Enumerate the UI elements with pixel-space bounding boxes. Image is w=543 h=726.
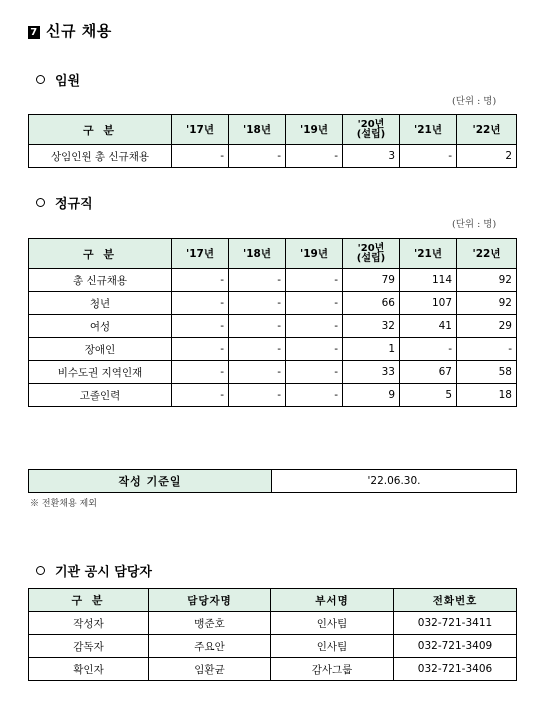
cell: - [286, 338, 343, 361]
cell: - [172, 384, 229, 407]
cell: 114 [400, 269, 457, 292]
header-19: '19년 [286, 115, 343, 145]
regular-title: 정규직 [55, 197, 93, 212]
table-row [29, 612, 517, 635]
header-19: '19년 [286, 239, 343, 269]
cell: - [400, 338, 457, 361]
header-21: '21년 [400, 239, 457, 269]
cell: - [286, 145, 343, 168]
cell: - [229, 292, 286, 315]
basis-note: ※ 전환채용 제외 [30, 499, 97, 509]
header-20-note: (설립) [356, 128, 386, 140]
cell: 3 [343, 145, 400, 168]
cell: - [229, 338, 286, 361]
cell: 9 [343, 384, 400, 407]
cell: - [172, 145, 229, 168]
header-20-year: '20년 [357, 118, 385, 130]
cell: - [172, 292, 229, 315]
cell: 58 [457, 361, 517, 384]
cell: - [286, 269, 343, 292]
contacts-table [28, 588, 517, 681]
table-row [29, 338, 517, 361]
row-label: 청년 [29, 292, 172, 315]
cell: - [172, 338, 229, 361]
department-cell: 감사그룹 [271, 658, 394, 681]
phone-cell: 032-721-3406 [394, 658, 517, 681]
cell: - [286, 315, 343, 338]
name-cell: 주요안 [149, 635, 271, 658]
header-18: '18년 [229, 115, 286, 145]
bullet-circle-icon [36, 198, 45, 207]
header-category: 구 분 [29, 115, 172, 145]
cell: 29 [457, 315, 517, 338]
cell: - [457, 338, 517, 361]
table-row [29, 269, 517, 292]
row-label: 고졸인력 [29, 384, 172, 407]
contacts-table-body [29, 612, 517, 681]
section-number-badge: 7 [28, 26, 40, 39]
executives-header-row [29, 115, 517, 145]
executives-title: 임원 [55, 74, 81, 89]
contacts-heading [36, 561, 152, 580]
cell: - [229, 315, 286, 338]
basis-date-table [28, 469, 517, 493]
contacts-header-row [29, 589, 517, 612]
executives-heading [36, 70, 80, 89]
cell: - [229, 269, 286, 292]
cell: 33 [343, 361, 400, 384]
cell: 66 [343, 292, 400, 315]
basis-date-label: 작성 기준일 [29, 470, 272, 493]
cell: 107 [400, 292, 457, 315]
table-row [29, 658, 517, 681]
cell: - [229, 361, 286, 384]
role-cell: 확인자 [29, 658, 149, 681]
header-18: '18년 [229, 239, 286, 269]
header-20 [343, 115, 400, 145]
header-category: 구 분 [29, 589, 149, 612]
executives-unit: (단위 : 명) [452, 96, 497, 107]
header-20-year: '20년 [357, 242, 385, 254]
role-cell: 작성자 [29, 612, 149, 635]
phone-cell: 032-721-3411 [394, 612, 517, 635]
cell: 41 [400, 315, 457, 338]
cell: - [172, 269, 229, 292]
header-17: '17년 [172, 115, 229, 145]
header-20-note: (설립) [356, 252, 386, 264]
cell: 5 [400, 384, 457, 407]
header-22: '22년 [457, 239, 517, 269]
regular-header-row [29, 239, 517, 269]
bullet-circle-icon [36, 75, 45, 84]
regular-table [28, 238, 517, 407]
section-heading [28, 20, 112, 41]
contacts-title: 기관 공시 담당자 [55, 565, 152, 580]
cell: - [286, 384, 343, 407]
regular-table-body [29, 269, 517, 407]
cell: - [400, 145, 457, 168]
cell: 1 [343, 338, 400, 361]
cell: - [229, 145, 286, 168]
header-name: 담당자명 [149, 589, 271, 612]
table-row [29, 384, 517, 407]
cell: - [172, 361, 229, 384]
name-cell: 맹준호 [149, 612, 271, 635]
bullet-circle-icon [36, 566, 45, 575]
table-row [29, 292, 517, 315]
row-label: 장애인 [29, 338, 172, 361]
section-title: 신규 채용 [46, 22, 112, 40]
row-label: 상임인원 총 신규채용 [29, 145, 172, 168]
cell: - [286, 292, 343, 315]
cell: 32 [343, 315, 400, 338]
cell: 79 [343, 269, 400, 292]
cell: - [286, 361, 343, 384]
cell: - [172, 315, 229, 338]
cell: 92 [457, 292, 517, 315]
header-category: 구 분 [29, 239, 172, 269]
cell: 2 [457, 145, 517, 168]
header-22: '22년 [457, 115, 517, 145]
department-cell: 인사팀 [271, 612, 394, 635]
cell: 92 [457, 269, 517, 292]
basis-date-value: '22.06.30. [272, 470, 517, 493]
regular-unit: (단위 : 명) [452, 219, 497, 230]
header-20 [343, 239, 400, 269]
executives-table [28, 114, 517, 168]
table-row [29, 315, 517, 338]
table-row [29, 145, 517, 168]
cell: - [229, 384, 286, 407]
cell: 18 [457, 384, 517, 407]
header-phone: 전화번호 [394, 589, 517, 612]
table-row [29, 361, 517, 384]
phone-cell: 032-721-3409 [394, 635, 517, 658]
row-label: 비수도권 지역인재 [29, 361, 172, 384]
header-department: 부서명 [271, 589, 394, 612]
table-row [29, 635, 517, 658]
row-label: 총 신규채용 [29, 269, 172, 292]
header-17: '17년 [172, 239, 229, 269]
row-label: 여성 [29, 315, 172, 338]
department-cell: 인사팀 [271, 635, 394, 658]
role-cell: 감독자 [29, 635, 149, 658]
name-cell: 임환균 [149, 658, 271, 681]
header-21: '21년 [400, 115, 457, 145]
regular-heading [36, 193, 93, 212]
cell: 67 [400, 361, 457, 384]
